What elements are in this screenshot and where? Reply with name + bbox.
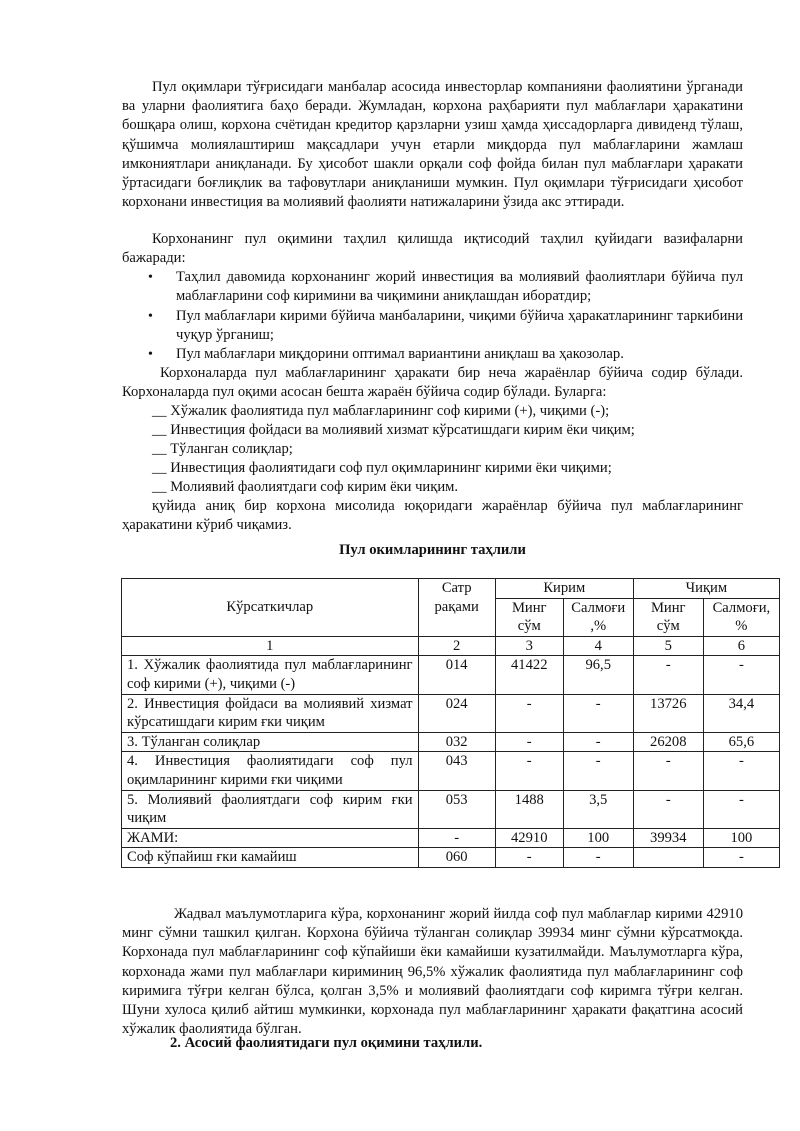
cell-value: - [703,848,779,868]
row-line-number: - [418,828,495,848]
bullet-icon: • [148,270,153,285]
cell-value [633,848,703,868]
header-inflow: Кирим [495,579,633,599]
table-title: Пул окимларининг таҳлили [339,542,526,558]
cell-value: 34,4 [703,694,779,732]
bullet-item [148,268,743,306]
bullet-text: Пул маблағлари кирими бўйича манбаларини, чиқими бўйича ҳаракатларининг таркибини чуқур ўрганиш; [176,308,743,344]
column-number: 4 [563,636,633,656]
column-number: 1 [122,636,419,656]
cell-value: - [563,732,633,752]
header-thousand-sum: Минг сўм [495,598,563,636]
column-number-row [122,636,780,656]
row-line-number: 043 [418,752,495,790]
header-share: Салмоғи ,% [563,598,633,636]
cell-value: - [563,848,633,868]
paragraph-example-intro: қуйида аниқ бир корхона мисолида юқоридаги жараёнлар бўйича пул маблағларининг ҳаракатини кўриб чиқамиз. [122,498,743,534]
row-label: 1. Хўжалик фаолиятида пул маблағларининг соф кирими (+), чиқими (-) [122,656,419,694]
row-line-number: 060 [418,848,495,868]
row-line-number: 032 [418,732,495,752]
cell-value: 1488 [495,790,563,828]
cell-value: 39934 [633,828,703,848]
row-line-number: 014 [418,656,495,694]
cell-value: 100 [563,828,633,848]
dash-item: __ Инвестиция фойдаси ва молиявий хизмат кўрсатишдаги кирим ёки чиқим; [152,422,635,438]
cell-value: - [563,752,633,790]
paragraph-intro: Пул оқимлари тўғрисидаги манбалар асосида инвесторлар компанияни фаолиятини ўрганади ва уларни фаолиятига баҳо беради. Жумладан, корхона раҳбарияти пул маблағлари ҳаракатини бошқара олиш, корхона счётидан кредитор қарзларни узиш ҳамда ҳиссадорларга дивиденд тўлаш, қўшимча молиялаштириш мақсадлари учун етарли миқдорда пул маблағларини жамлаш имкониятлари аниқланади. Бу ҳисобот шакли орқали соф фойда билан пул маблағлари ҳаракати ўртасидаги боғлиқлик ва тафовутлари аниқланиши мумкин. Пул оқимлари тўғрисидаги ҳисобот корхонани инвестиция ва молиявий фаолияти натижаларини ўзида акс эттиради. [122,79,743,211]
column-number: 6 [703,636,779,656]
cell-value: - [703,752,779,790]
header-line-number: Сатр рақами [418,579,495,637]
row-label: ЖАМИ: [122,828,419,848]
paragraph-analysis-tasks: Корхонанинг пул оқимини таҳлил қилишда иқтисодий таҳлил қуйидаги вазифаларни бажаради: [122,231,743,267]
cell-value: - [703,656,779,694]
table-row [122,732,780,752]
bullet-icon: • [148,347,153,362]
paragraph-conclusion: Жадвал маълумотларига кўра, корхонанинг жорий йилда соф пул маблағлар кирими 42910 минг сўмни ташкил қилган. Корхона бўйича тўланган солиқлар 39934 минг сўмни кўрсатмоқда. Корхонада пул маблағларининг соф кўпайиши ёки камайиши кузатилмайди. Маълумотларга кўра, корхонада жами пул маблағлари кириминиң 96,5% хўжалик фаолиятида пул маблағларининг соф киримига тўғри келган бўлса, қолган 3,5% и молиявий фаолиятдаги соф киримга тўғри келган. Шуни хулоса қилиб айтиш мумкинки, корхонада пул маблағларининг ҳаракати фақатгина асосий хўжалик фаолиятида бўлган. [122,906,743,1038]
cell-value: 41422 [495,656,563,694]
cell-value: - [633,790,703,828]
section-heading: 2. Асосий фаолиятидаги пул оқимини таҳлили. [170,1035,483,1051]
bullet-item [148,345,743,364]
table-row [122,848,780,868]
bullet-text: Пул маблағлари миқдорини оптимал вариантини аниқлаш ва ҳакозолар. [176,346,624,362]
row-label: 4. Инвестиция фаолиятидаги соф пул оқимларининг кирими ғки чиқими [122,752,419,790]
cell-value: - [495,732,563,752]
cell-value: - [495,752,563,790]
cell-value: 3,5 [563,790,633,828]
dash-item: __ Тўланган солиқлар; [152,441,293,457]
paragraph-processes: Корхоналарда пул маблағларининг ҳаракати бир неча жараёнлар бўйича содир бўлади. Корхоналарда пул оқими асосан бешта жараён бўйича содир бўлади. Буларга: [122,365,743,401]
table-row [122,790,780,828]
bullet-icon: • [148,309,153,324]
column-number: 3 [495,636,563,656]
cell-value: - [633,656,703,694]
row-line-number: 024 [418,694,495,732]
table-row [122,694,780,732]
table-row [122,752,780,790]
table-header-row [122,579,780,599]
header-outflow: Чиқим [633,579,779,599]
bullet-text: Таҳлил давомида корхонанинг жорий инвестиция ва молиявий фаолиятлари бўйича пул маблағларини соф киримини ва чиқимини аниқлашдан иборатдир; [176,269,743,305]
cell-value: 26208 [633,732,703,752]
row-label: 2. Инвестиция фойдаси ва молиявий хизмат кўрсатишдаги кирим ғки чиқим [122,694,419,732]
table-row [122,656,780,694]
row-label: 5. Молиявий фаолиятдаги соф кирим ғки чиқим [122,790,419,828]
cash-flow-table [121,578,780,868]
row-line-number: 053 [418,790,495,828]
row-label: Соф кўпайиш ғки камайиш [122,848,419,868]
bullet-item [148,307,743,345]
cell-value: 13726 [633,694,703,732]
dash-item: __ Инвестиция фаолиятидаги соф пул оқимларининг кирими ёки чиқими; [152,460,612,476]
column-number: 5 [633,636,703,656]
header-indicators: Кўрсаткичлар [122,579,419,637]
row-label: 3. Тўланган солиқлар [122,732,419,752]
header-share: Салмоғи, % [703,598,779,636]
cell-value: 65,6 [703,732,779,752]
cell-value: - [495,848,563,868]
dash-item: __ Хўжалик фаолиятида пул маблағларининг соф кирими (+), чиқими (-); [152,403,610,419]
cell-value: - [563,694,633,732]
cell-value: 42910 [495,828,563,848]
header-thousand-sum: Минг сўм [633,598,703,636]
cell-value: 100 [703,828,779,848]
cell-value: - [633,752,703,790]
cell-value: 96,5 [563,656,633,694]
dash-item: __ Молиявий фаолиятдаги соф кирим ёки чиқим. [152,479,459,495]
column-number: 2 [418,636,495,656]
cell-value: - [495,694,563,732]
cell-value: - [703,790,779,828]
table-total-row [122,828,780,848]
